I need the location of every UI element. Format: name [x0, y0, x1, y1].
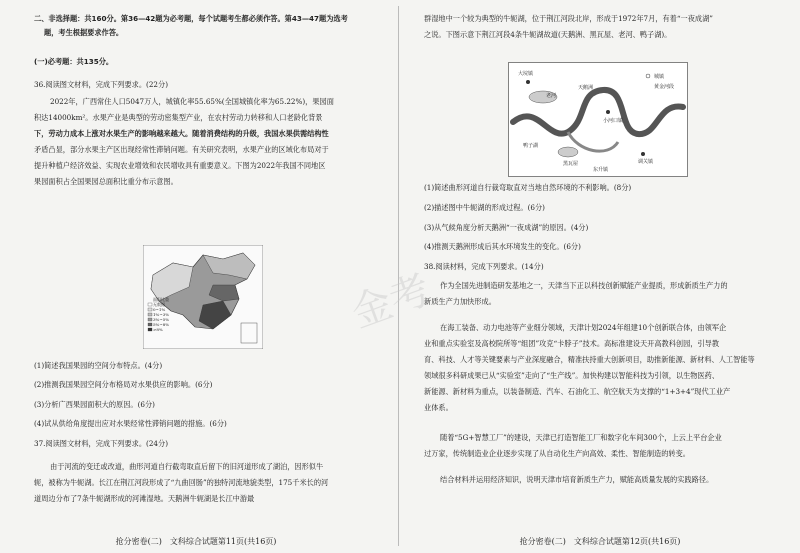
q37-sub3: (3)从气候角度分析天鹅洲“一夜成湖”的原因。(4分): [424, 223, 589, 232]
q36-sub1: (1)简述我国果园的空间分布特点。(4分): [34, 361, 163, 370]
section-title: (一)必考题：共135分。: [34, 57, 114, 66]
map-legend-river: 黄金河段: [654, 84, 675, 90]
legend-item: 无数据: [153, 302, 165, 307]
section-header-line2: 题，考生根据要求作答。: [44, 28, 124, 37]
q38-para: 业和重点实验室及高校院所等“组团”攻克“卡脖子”技术。高标准建设天开高教科创园，引导教: [424, 339, 720, 348]
q37-sub1: (1)简述曲形河道自行裁弯取直对当地自然环境的不利影响。(8分): [424, 183, 632, 192]
q37-sub4: (4)推测天鹅洲形成后其水环境发生的变化。(6分): [424, 242, 581, 251]
legend-title: 面积比重: [153, 297, 169, 302]
q37-para: 由于河流的变迁或改道，曲形河道自行截弯取直后留下的旧河道形成了湖泊，因形似牛: [50, 462, 324, 471]
page-divider: [398, 6, 399, 546]
q37-para: 道周边分布了7条牛轭湖形成的河滩湿地。天鹅洲牛轭湖是长江中游最: [34, 494, 255, 503]
watermark: 金考: [345, 266, 437, 338]
map-label: 大垸镇: [518, 71, 534, 77]
map-label: 老河: [546, 93, 557, 99]
legend-item: 3%~5%: [153, 317, 170, 322]
q37-para-cont: 之说。下图示意下荆江河段4条牛轭湖故道(天鹅洲、黑瓦屋、老河、鸭子湖)。: [424, 30, 672, 39]
q38-question: 结合材料并运用经济知识，说明天津市培育新质生产力，赋能高质量发展的实践路径。: [440, 475, 714, 484]
q36-para: 积达14000km²。水果产业是典型的劳动密集型产业，在农村劳动力转移和人口老龄化背景: [34, 113, 323, 122]
q36-para: 果园面积占全国果园总面积比重分布示意图。: [34, 177, 178, 186]
legend-item: 0~1%: [153, 307, 166, 312]
q36-para: 下，劳动力成本上涨对水果生产的影响越来越大。随着消费结构的升级，我国水果供需结构性: [34, 129, 329, 138]
map-legend-city: 城镇: [654, 74, 665, 80]
q37-sub2: (2)描述图中牛轭湖的形成过程。(6分): [424, 203, 545, 212]
q36-sub2: (2)推测我国果园空间分布格局对水果供应的影响。(6分): [34, 380, 213, 389]
q36-para: 2022年，广西常住人口5047万人，城镇化率55.65%(全国城镇化率为65.22%)，果园面: [50, 97, 334, 106]
q37-para-cont: 群湿地中一个较为典型的牛轭湖，位于荆江河段北岸，形成于1972年7月，有着“一夜成湖”: [424, 14, 713, 23]
q38-para: 在海工装备、动力电池等产业细分领域，天津计划2024年组建10个创新联合体，由领军企: [440, 323, 727, 332]
q38-para: 育、科技、人才等关键要素与产业深度融合，精准扶持重大创新项目，助推新能源、新材料、人工智能等: [424, 355, 755, 364]
right-page: [404, 0, 796, 553]
q36-sub3: (3)分析广西果园面积大的原因。(6分): [34, 400, 155, 409]
q38-para: 新质生产力加快形成。: [424, 297, 496, 306]
q37-title: 37.阅读图文材料，完成下列要求。(24分): [34, 439, 168, 448]
map-label: 鸭子湖: [523, 143, 539, 149]
river-map: [508, 62, 688, 177]
q36-para: 矛盾凸显，部分水果主产区出现经常性滞销问题。有关研究表明，水果产业的区域化布局对于: [34, 145, 329, 154]
map-legend: [153, 297, 169, 332]
q38-para: 业体系。: [424, 403, 453, 412]
map-label: 东升镇: [593, 167, 609, 173]
q38-para: 领域很多科研成果已从“实验室”走向了“生产线”。加快构建以智能科技为引领，以生物医药、: [424, 371, 720, 380]
legend-item: 1%~3%: [153, 312, 170, 317]
china-orchard-map: [143, 245, 263, 349]
map-label: 调关镇: [638, 159, 654, 165]
q38-para: 过万家，传统制造业企业逐步实现了从自动化生产向高效、柔性、智能制造的转变。: [424, 449, 690, 458]
legend-item: 5%~8%: [153, 322, 170, 327]
left-page: [0, 0, 392, 553]
q37-para: 轭，被称为牛轭湖。长江在荆江河段形成了“九曲回肠”的独特河流地貌类型，175千米长的河: [34, 478, 329, 487]
legend-item: >8%: [153, 327, 163, 332]
page-footer-right: 抢分密卷(二) 文科综合试题第12页(共16页): [519, 537, 681, 546]
q38-para: 新能源、新材料为重点，以装备制造、汽车、石油化工、航空航天为支撑的“1+3+4”现代工业产: [424, 387, 731, 396]
map-label: 黑瓦屋: [563, 161, 579, 167]
map-label: 小河口镇: [603, 118, 624, 124]
map-label: 天鹅洲: [578, 85, 594, 91]
q36-para: 提升种植户经济效益、实现农业增效和农民增收具有重要意义。下图为2022年我国不同地区: [34, 161, 326, 170]
q38-title: 38.阅读材料，完成下列要求。(14分): [424, 262, 544, 271]
q36-sub4: (4)试从供给角度提出应对水果经常性滞销问题的措施。(6分): [34, 419, 227, 428]
q38-para: 作为全国先进制造研发基地之一，天津当下正以科技创新赋能产业提质，形成新质生产力的: [440, 281, 728, 290]
q36-title: 36.阅读图文材料，完成下列要求。(22分): [34, 80, 168, 89]
q38-para: 随着“5G+智慧工厂”的建设，天津已打造智能工厂和数字化车间300个，上云上平台企业: [440, 433, 722, 442]
page-footer-left: 抢分密卷(二) 文科综合试题第11页(共16页): [115, 537, 277, 546]
section-header-line1: 二、非选择题：共160分。第36—42题为必考题，每个试题考生都必须作答。第43—47题为选考: [34, 14, 348, 23]
